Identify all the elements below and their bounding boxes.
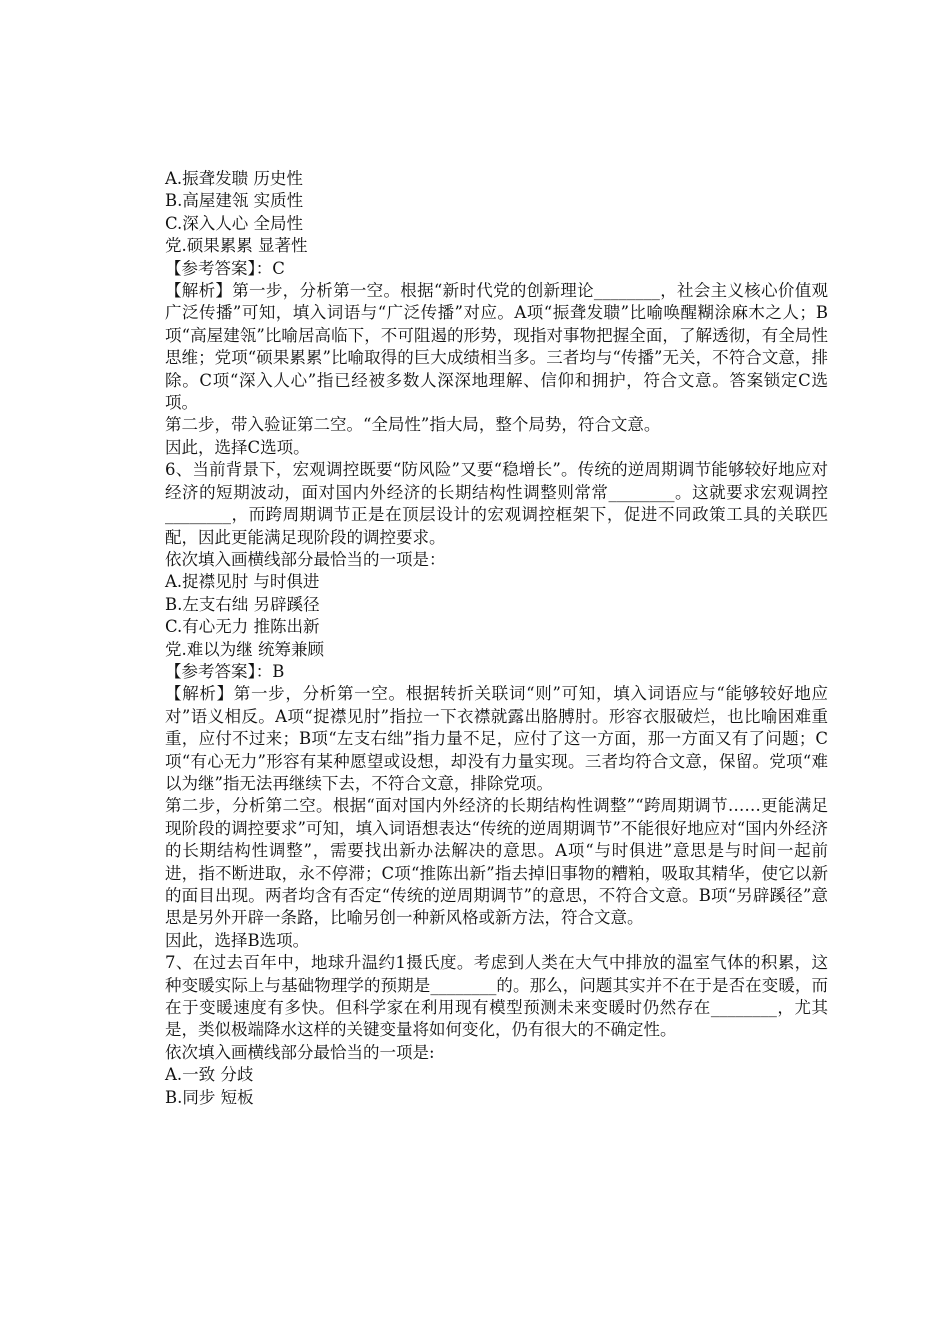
q6-answer: 【参考答案】：B — [165, 661, 285, 681]
q5-option-c: C.深入人心 全局性 — [165, 213, 304, 233]
q5-answer: 【参考答案】：C — [165, 258, 285, 278]
q6-stem: 6、当前背景下，宏观调控既要“防风险”又要“稳增长”。传统的逆周期调节能够较好地应对经济的短期波动，面对国内外经济的长期结构性调整则常常________。这就要求宏观调控________，而跨周期调节正是在顶层设计的宏观调控框架下，促进不同政策工具的关联匹配，因此更能满足现阶段的调控要求。 — [165, 460, 828, 547]
q6-option-a: A.捉襟见肘 与时俱进 — [165, 572, 320, 592]
q5-option-b: B.高屋建瓴 实质性 — [165, 191, 304, 211]
document-body — [128, 168, 828, 1109]
q6-option-b: B.左支右绌 另辟蹊径 — [165, 594, 320, 614]
q6-analysis: 【解析】第一步，分析第一空。根据转折关联词“则”可知，填入词语应与“能够较好地应对”语义相反。A项“捉襟见肘”指拉一下衣襟就露出胳膊肘。形容衣服破烂，也比喻困难重重，应付不过来；B项“左支右绌”指力量不足，应付了这一方面，那一方面又有了问题；C项“有心无力”形容有某种愿望或设想，却没有力量实现。三者均符合文意，保留。党项“难以为继”指无法再继续下去，不符合文意，排除党项。 — [165, 684, 828, 793]
q6-option-c: C.有心无力 推陈出新 — [165, 617, 320, 637]
q5-option-d: 党.硕果累累 显著性 — [165, 236, 308, 256]
q7-option-b: B.同步 短板 — [165, 1087, 254, 1107]
q5-analysis: 【解析】第一步，分析第一空。根据“新时代党的创新理论________，社会主义核心价值观广泛传播”可知，填入词语与“广泛传播”对应。A项“振聋发聩”比喻唤醒糊涂麻木之人；B项“高屋建瓴”比喻居高临下，不可阻遏的形势，现指对事物把握全面，了解透彻，有全局性思维；党项“硕果累累”比喻取得的巨大成绩相当多。三者均与“传播”无关，不符合文意，排除。C项“深入人心”指已经被多数人深深地理解、信仰和拥护，符合文意。答案锁定C选项。 — [165, 281, 828, 413]
q6-step2: 第二步，分析第二空。根据“面对国内外经济的长期结构性调整”“跨周期调节……更能满足现阶段的调控要求”可知，填入词语想表达“传统的逆周期调节”不能很好地应对“国内外经济的长期结构性调整”，需要找出新办法解决的意思。A项“与时俱进”意思是与时间一起前进，指不断进取，永不停滞；C项“推陈出新”指去掉旧事物的糟粕，吸取其精华，使它以新的面目出现。两者均含有否定“传统的逆周期调节”的意思，不符合文意。B项“另辟蹊径”意思是另外开辟一条路，比喻另创一种新风格或新方法，符合文意。 — [165, 796, 828, 928]
q5-option-a: A.振聋发聩 历史性 — [165, 169, 303, 188]
q6-prompt: 依次填入画横线部分最恰当的一项是： — [165, 549, 446, 569]
q6-option-d: 党.难以为继 统筹兼顾 — [165, 639, 324, 659]
q7-stem: 7、在过去百年中，地球升温约1摄氏度。考虑到人类在大气中排放的温室气体的积累，这种变暖实际上与基础物理学的预期是________的。那么，问题其实并不在于是否在变暖，而在于变暖速度有多快。但科学家在利用现有模型预测未来变暖时仍然存在________，尤其是，类似极端降水这样的关键变量将如何变化，仍有很大的不确定性。 — [165, 953, 828, 1040]
q7-prompt: 依次填入画横线部分最恰当的一项是: — [165, 1042, 435, 1062]
q5-step2: 第二步，带入验证第二空。“全局性”指大局，整个局势，符合文意。 — [165, 415, 661, 435]
q5-conclusion: 因此，选择C选项。 — [165, 437, 310, 457]
q7-option-a: A.一致 分歧 — [165, 1065, 254, 1085]
q6-conclusion: 因此，选择B选项。 — [165, 930, 310, 950]
